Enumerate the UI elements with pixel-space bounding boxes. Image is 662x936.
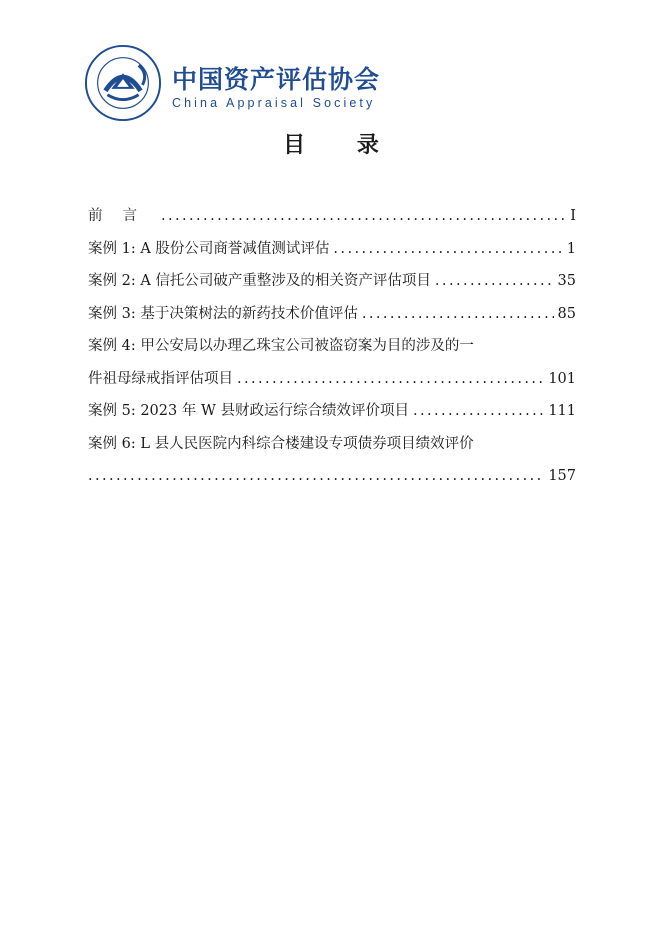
toc-entry-case-4-cont[interactable] xyxy=(88,363,576,396)
toc-entry-label: 案例 2: A 信托公司破产重整涉及的相关资产评估项目 xyxy=(88,273,431,289)
toc-entry-label: 件祖母绿戒指评估项目 xyxy=(88,370,233,387)
table-of-contents xyxy=(88,200,576,493)
toc-leader-dots xyxy=(161,200,566,233)
toc-entry-case-1[interactable] xyxy=(88,233,576,266)
toc-entry-page: 111 xyxy=(548,403,576,419)
toc-leader-dots xyxy=(88,460,544,493)
page-title: 目 录 xyxy=(283,132,401,158)
toc-entry-page: 101 xyxy=(548,370,576,387)
seal-emblem-icon xyxy=(84,44,162,122)
toc-entry-case-6-cont[interactable] xyxy=(88,460,576,493)
toc-entry-case-2[interactable] xyxy=(88,265,576,298)
toc-entry-case-5[interactable] xyxy=(88,395,576,428)
toc-entry-page: 35 xyxy=(557,273,576,289)
toc-entry-label: 案例 4: 甲公安局以办理乙珠宝公司被盗窃案为目的涉及的一 xyxy=(88,338,474,354)
toc-entry-label: 案例 1: A 股份公司商誉减值测试评估 xyxy=(88,240,330,257)
toc-leader-dots xyxy=(435,265,554,298)
org-name-en: China Appraisal Society xyxy=(172,96,376,110)
toc-entry-case-4[interactable] xyxy=(88,330,576,363)
org-logo xyxy=(84,44,404,120)
toc-entry-page: 1 xyxy=(566,240,576,257)
toc-entry-page: 85 xyxy=(557,305,576,322)
toc-leader-dots xyxy=(413,395,544,428)
toc-leader-dots xyxy=(237,363,544,396)
toc-entry-case-6[interactable] xyxy=(88,428,576,461)
toc-entry-label: 案例 6: L 县人民医院内科综合楼建设专项债券项目绩效评价 xyxy=(88,435,474,452)
toc-entry-label: 案例 3: 基于决策树法的新药技术价值评估 xyxy=(88,305,358,322)
toc-entry-preface[interactable] xyxy=(88,200,576,233)
toc-leader-dots xyxy=(333,233,562,266)
toc-entry-label: 案例 5: 2023 年 W 县财政运行综合绩效评价项目 xyxy=(88,403,409,419)
toc-entry-page: 157 xyxy=(548,468,576,484)
toc-leader-dots xyxy=(362,298,554,331)
toc-entry-page: I xyxy=(570,208,576,224)
org-name-cn: 中国资产评估协会 xyxy=(172,65,381,94)
toc-entry-label: 前言 xyxy=(88,208,157,224)
toc-entry-case-3[interactable] xyxy=(88,298,576,331)
